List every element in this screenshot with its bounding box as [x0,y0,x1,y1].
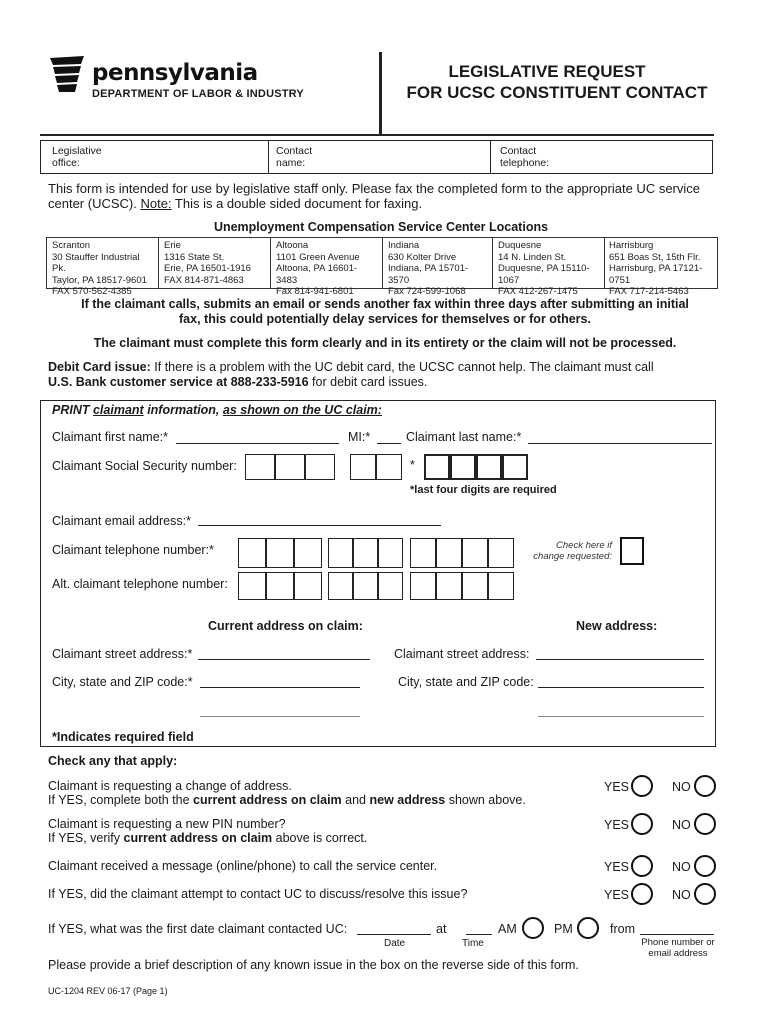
debit-line2 [48,375,427,389]
am-label: AM [498,922,517,936]
center-fax: FAX 412-267-1475 [498,286,578,297]
required-note: *Indicates required field [52,730,194,744]
new-street-label: Claimant street address: [394,647,530,661]
last-four-note: *last four digits are required [410,484,557,496]
digit-box[interactable] [353,538,378,568]
phone-area-input[interactable] [238,538,322,568]
digit-box[interactable] [410,572,436,600]
new-city-label: City, state and ZIP code: [398,675,534,689]
digit-box[interactable] [353,572,378,600]
digit-box[interactable] [245,454,275,480]
debit-label: Debit Card issue: [48,360,151,374]
check-here-line1: Check here if [556,540,612,551]
phone-email-caption [632,937,724,959]
pm-label: PM [554,922,573,936]
center-city: Harrisburg, PA 17121-0751 [609,263,703,286]
phone-change-checkbox[interactable] [620,537,644,565]
q1-prefix: If YES, complete both the [48,793,193,807]
center-harrisburg [605,238,717,297]
center-city: Taylor, PA 18517-9601 [52,274,147,286]
centers-heading: Unemployment Compensation Service Center Locations [213,220,549,234]
date-caption: Date [384,938,406,949]
q3-yes-label: YES [604,860,630,874]
digit-box[interactable] [410,538,436,568]
digit-box[interactable] [266,572,294,600]
q2-no-radio[interactable] [694,813,716,835]
digit-box[interactable] [328,572,353,600]
center-duquesne [493,238,605,297]
digit-box[interactable] [436,572,462,600]
current-street-label: Claimant street address:* [52,647,193,661]
warning-1-line1: If the claimant calls, submits an email or sends another fax within three days after submitting an initial [81,297,689,311]
center-name: Duquesne [498,240,542,251]
box-divider [490,140,491,174]
digit-box[interactable] [294,538,322,568]
ssn-group-input[interactable] [350,454,402,482]
q3-no-label: NO [672,860,691,874]
q1-yes-label: YES [604,780,630,794]
digit-box[interactable] [378,538,403,568]
information-word: information, [147,403,220,417]
center-fax: Fax 814-941-6801 [276,286,354,297]
center-name: Indiana [388,240,420,251]
center-fax: FAX 814-871-4863 [164,274,244,286]
current-address-extra-input[interactable] [200,716,360,717]
debit-line1 [48,360,654,374]
current-street-input[interactable] [198,659,370,660]
center-fax: Fax 724-599-1068 [388,286,466,297]
digit-box[interactable] [275,454,305,480]
print-label: PRINT [52,403,90,417]
am-radio[interactable] [522,917,544,939]
digit-box[interactable] [378,572,403,600]
centers-table [46,237,718,297]
mi-input[interactable] [377,443,401,444]
alt-phone-label: Alt. claimant telephone number: [52,577,228,591]
center-scranton [47,238,159,297]
check-here-note [520,540,612,562]
digit-box[interactable] [502,454,528,480]
department-name: DEPARTMENT OF LABOR & INDUSTRY [92,88,304,100]
digit-box[interactable] [488,538,514,568]
description-note: Please provide a brief description of any known issue in the box on the reverse side of this form. [48,958,579,972]
digit-box[interactable] [488,572,514,600]
digit-box[interactable] [238,572,266,600]
q1-no-label: NO [672,780,691,794]
center-city: Erie, PA 16501-1916 [164,263,251,274]
center-fax: FAX 570-562-4385 [52,286,132,297]
q2-prefix: If YES, verify [48,831,124,845]
new-address-extra-input[interactable] [538,716,704,717]
center-street: 1101 Green Avenue [276,251,360,263]
checks-heading: Check any that apply: [48,754,178,768]
debit-suffix: for debit card issues. [308,375,428,389]
warning-1-line2: fax, this could potentially delay services for themselves or for others. [179,312,591,326]
first-name-label: Claimant first name:* [52,430,169,444]
last-name-input[interactable] [528,443,712,444]
q4-text: If YES, did the claimant attempt to contact UC to discuss/resolve this issue? [48,887,468,901]
current-address-heading: Current address on claim: [208,619,363,633]
center-name: Scranton [52,240,91,251]
ssn-area-input[interactable] [245,454,335,482]
box-divider [268,140,269,174]
intro-line2 [48,196,422,212]
contact-from-input[interactable] [640,934,714,935]
digit-box[interactable] [350,454,376,480]
center-fax: FAX 717-214-5463 [609,286,689,297]
digit-box[interactable] [424,454,450,480]
phone-label: Claimant telephone number:* [52,543,214,557]
current-city-label: City, state and ZIP code:* [52,675,193,689]
from-label: from [610,922,635,936]
header-rule [40,134,714,136]
new-address-heading: New address: [576,619,658,633]
q4-yes-radio[interactable] [631,883,653,905]
center-name: Harrisburg [609,240,654,251]
warning-2: The claimant must complete this form clearly and in its entirety or the claim will not be processed. [93,336,677,350]
q2-yes-radio[interactable] [631,813,653,835]
q2-line1: Claimant is requesting a new PIN number? [48,817,286,831]
q5-text: If YES, what was the first date claimant contacted UC: [48,922,348,936]
q2-bold: current address on claim [123,831,273,845]
ssn-star: * [410,458,415,472]
center-city: Indiana, PA 15701-3570 [388,263,469,286]
digit-box[interactable] [294,572,322,600]
q2-suffix: above is correct. [272,831,368,845]
note-label: Note: [140,196,172,211]
center-erie [159,238,271,288]
q2-no-label: NO [672,818,691,832]
center-altoona [271,238,383,297]
digit-box[interactable] [305,454,335,480]
time-caption: Time [462,938,484,949]
q1-bold2: new address [369,793,446,807]
last-name-label: Claimant last name:* [406,430,522,444]
q1-mid: and [341,793,370,807]
new-city-input[interactable] [538,687,704,688]
center-street: 14 N. Linden St. [498,251,567,263]
shown-on-claim: as shown on the UC claim: [222,403,382,417]
at-label: at [436,922,447,936]
center-name: Altoona [276,240,309,251]
contact-telephone-field[interactable]: Contact telephone: [500,145,550,169]
contact-date-input[interactable] [357,934,431,935]
current-city-input[interactable] [200,687,360,688]
digit-box[interactable] [450,454,476,480]
digit-box[interactable] [476,454,502,480]
center-city: Duquesne, PA 15110-1067 [498,263,590,286]
phone-prefix-input[interactable] [328,538,403,568]
center-street: 651 Boas St, 15th Flr. [609,251,701,263]
intro-line2-suffix: This is a double sided document for faxing. [171,196,423,211]
center-street: 630 Kolter Drive [388,251,457,263]
phone-caption-line1: Phone number or [641,937,715,948]
digit-box[interactable] [266,538,294,568]
q4-yes-label: YES [604,888,630,902]
q1-no-radio[interactable] [694,775,716,797]
q1-bold1: current address on claim [193,793,342,807]
q4-no-radio[interactable] [694,883,716,905]
center-city: Altoona, PA 16601-3483 [276,263,358,286]
keystone-logo [48,54,86,94]
contact-time-input[interactable] [466,934,492,935]
debit-text: If there is a problem with the UC debit card, the UCSC cannot help. The claimant must call [150,360,654,374]
q1-line2 [48,793,526,807]
brand-name: pennsylvania [92,60,258,86]
phone-line-input[interactable] [410,538,514,568]
center-street: 30 Stauffer Industrial Pk. [52,251,140,274]
center-name: Erie [164,240,181,251]
q3-no-radio[interactable] [694,855,716,877]
digit-box[interactable] [462,572,488,600]
digit-box[interactable] [436,538,462,568]
print-instruction [52,403,382,417]
q2-yes-label: YES [604,818,630,832]
email-label: Claimant email address:* [52,514,191,528]
q1-line1: Claimant is requesting a change of address. [48,779,292,793]
q3-text: Claimant received a message (online/phone) to call the service center. [48,859,438,873]
alt-phone-prefix-input[interactable] [328,572,403,600]
mi-label: MI:* [348,430,371,444]
header-vertical-divider [379,52,382,134]
form-title-line2: FOR UCSC CONSTITUENT CONTACT [406,83,708,102]
digit-box[interactable] [462,538,488,568]
q3-yes-radio[interactable] [631,855,653,877]
alt-phone-area-input[interactable] [238,572,322,600]
check-here-line2: change requested: [533,551,612,562]
email-input[interactable] [198,525,441,526]
center-indiana [383,238,493,297]
new-street-input[interactable] [536,659,704,660]
pm-radio[interactable] [577,917,599,939]
intro-line1: This form is intended for use by legislative staff only. Please fax the completed form to the appropriate UC service [48,181,700,196]
claimant-word: claimant [92,403,144,417]
ssn-label: Claimant Social Security number: [52,459,237,473]
digit-box[interactable] [376,454,402,480]
center-street: 1316 State St. [164,251,225,263]
first-name-input[interactable] [176,443,339,444]
digit-box[interactable] [238,538,266,568]
form-title-line1: LEGISLATIVE REQUEST [448,62,646,81]
phone-caption-line2: email address [648,948,708,959]
q2-line2 [48,831,367,845]
form-id: UC-1204 REV 06-17 (Page 1) [48,986,168,996]
bank-info: U.S. Bank customer service at 888-233-5916 [48,375,309,389]
legislative-contact-box [40,140,713,174]
intro-line2-prefix: center (UCSC). [48,196,141,211]
q1-suffix: shown above. [445,793,526,807]
digit-box[interactable] [328,538,353,568]
q4-no-label: NO [672,888,691,902]
alt-phone-line-input[interactable] [410,572,514,600]
contact-name-field[interactable]: Contact name: [276,145,313,169]
ssn-last-four-input[interactable] [424,454,528,482]
legislative-office-field[interactable]: Legislative office: [52,145,102,169]
q1-yes-radio[interactable] [631,775,653,797]
